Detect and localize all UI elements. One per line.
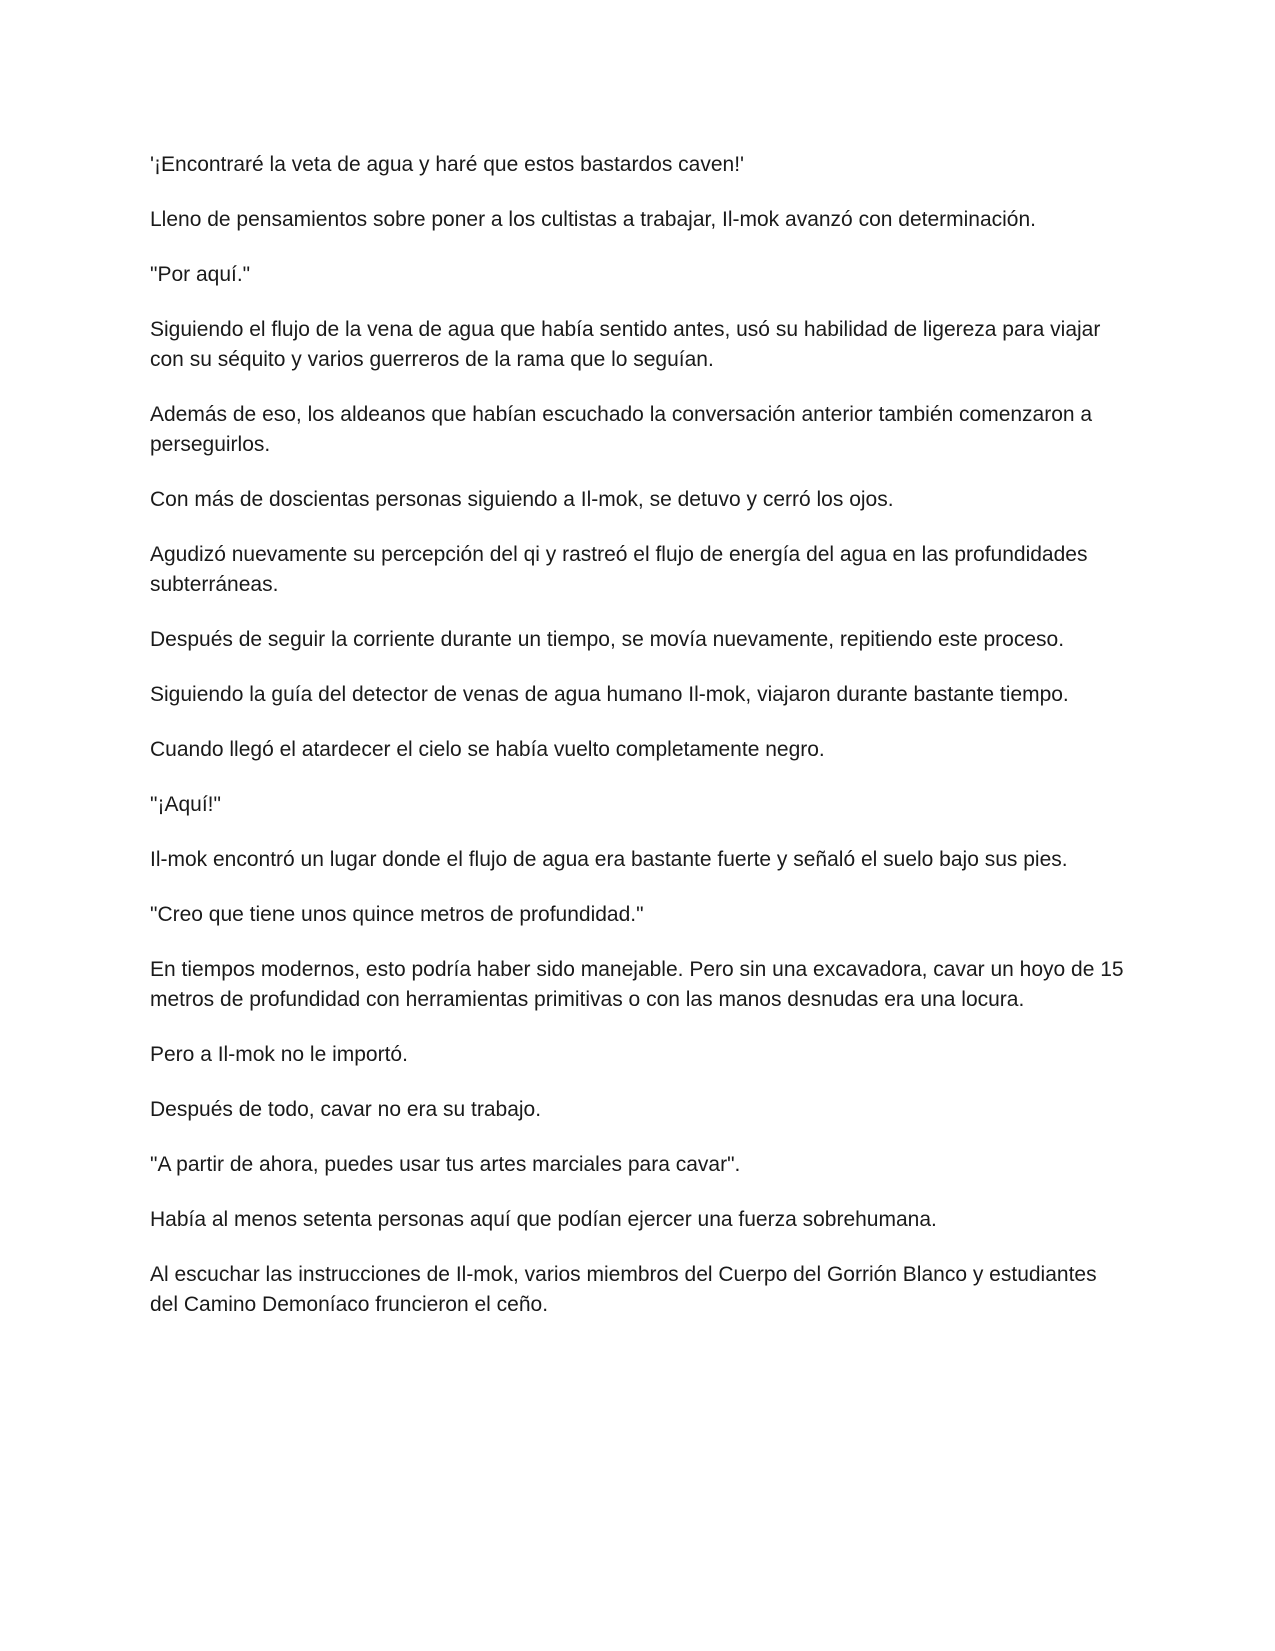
paragraph-14: En tiempos modernos, esto podría haber sido manejable. Pero sin una excavadora, cavar un hoyo de 15 metros de profundidad con herramientas primitivas o con las manos desnudas era una locura. [150,958,1124,1011]
paragraph-9: Siguiendo la guía del detector de venas de agua humano Il-mok, viajaron durante bastante tiempo. [150,683,1069,706]
paragraph-4: Siguiendo el flujo de la vena de agua que había sentido antes, usó su habilidad de ligereza para viajar con su séquito y varios guerreros de la rama que lo seguían. [150,318,1101,371]
paragraph-2: Lleno de pensamientos sobre poner a los cultistas a trabajar, Il-mok avanzó con determinación. [150,208,1036,231]
paragraph-15: Pero a Il-mok no le importó. [150,1043,408,1066]
paragraph-3: "Por aquí." [150,263,251,286]
paragraph-7: Agudizó nuevamente su percepción del qi y rastreó el flujo de energía del agua en las profundidades subterráneas. [150,543,1088,596]
paragraph-5: Además de eso, los aldeanos que habían escuchado la conversación anterior también comenzaron a perseguirlos. [150,403,1093,456]
paragraph-19: Al escuchar las instrucciones de Il-mok, varios miembros del Cuerpo del Gorrión Blanco y estudiantes del Camino Demoníaco fruncieron el ceño. [150,1263,1097,1316]
paragraph-8: Después de seguir la corriente durante un tiempo, se movía nuevamente, repitiendo este proceso. [150,628,1065,651]
paragraph-12: Il-mok encontró un lugar donde el flujo de agua era bastante fuerte y señaló el suelo bajo sus pies. [150,848,1068,871]
paragraph-13: "Creo que tiene unos quince metros de profundidad." [150,903,644,926]
paragraph-1: '¡Encontraré la veta de agua y haré que estos bastardos caven!' [150,153,745,176]
paragraph-17: "A partir de ahora, puedes usar tus artes marciales para cavar". [150,1153,741,1176]
paragraph-16: Después de todo, cavar no era su trabajo. [150,1098,542,1121]
document-body [150,150,1125,1345]
paragraph-18: Había al menos setenta personas aquí que podían ejercer una fuerza sobrehumana. [150,1208,937,1231]
paragraph-6: Con más de doscientas personas siguiendo a Il-mok, se detuvo y cerró los ojos. [150,488,894,511]
paragraph-11: "¡Aquí!" [150,793,221,816]
paragraph-10: Cuando llegó el atardecer el cielo se había vuelto completamente negro. [150,738,825,761]
